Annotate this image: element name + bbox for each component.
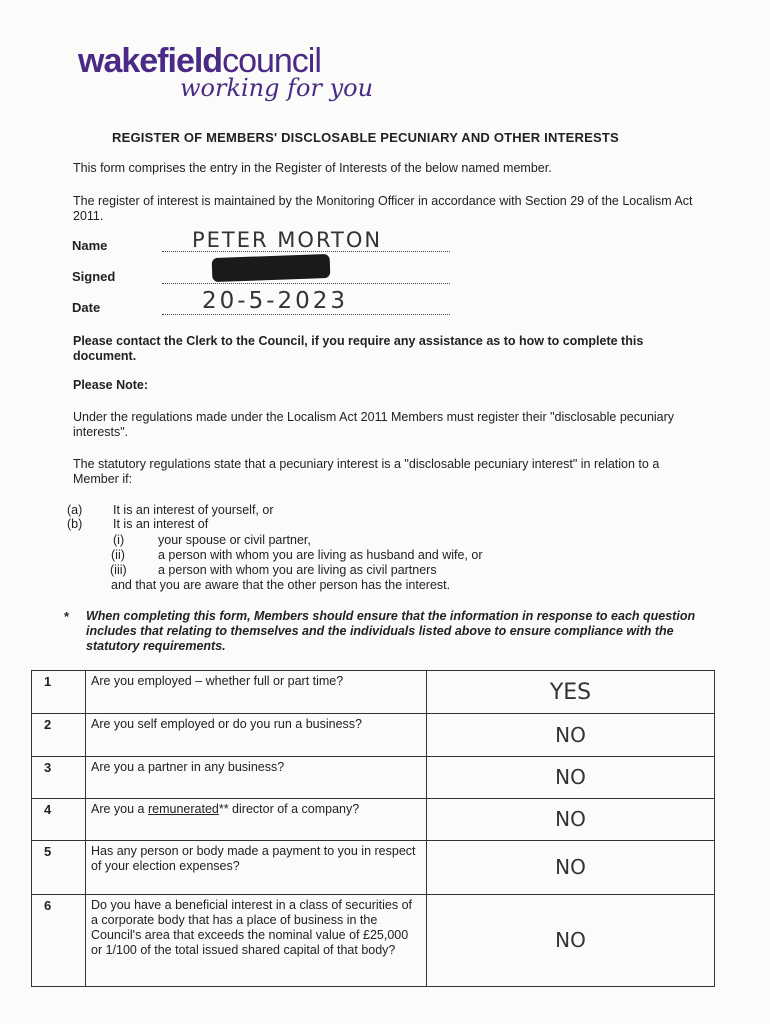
condition-a-text: It is an interest of yourself, or [113, 503, 274, 517]
question-number: 2 [32, 714, 86, 757]
question-text: Are you self employed or do you run a business? [86, 714, 427, 757]
statutory-text: The statutory regulations state that a pecuniary interest is a "disclosable pecuniary interest" in relation to a Member if: [73, 457, 660, 486]
question-number: 3 [32, 757, 86, 799]
register-note: The register of interest is maintained by the Monitoring Officer in accordance with Section 29 of the Localism Act 2011. [73, 194, 693, 223]
name-value: PETER MORTON [192, 228, 383, 252]
table-row [32, 714, 715, 757]
logo-rest: council [222, 42, 321, 80]
remunerated-term: remunerated [147, 802, 219, 816]
date-label: Date [72, 300, 101, 315]
name-label: Name [72, 238, 108, 253]
question-number: 4 [32, 799, 86, 841]
table-row [32, 799, 715, 841]
question-text [86, 799, 427, 841]
question-answer: NO [427, 799, 715, 841]
completion-note: When completing this form, Members should ensure that the information in response to each question includes that relating to themselves and the individuals listed above to ensure compliance with the statutory requirements. [86, 609, 696, 653]
condition-i-marker: (i) [113, 533, 125, 547]
redacted-signature [212, 254, 331, 282]
page-title: REGISTER OF MEMBERS' DISCLOSABLE PECUNIARY AND OTHER INTERESTS [112, 130, 619, 145]
condition-b-marker: (b) [67, 517, 83, 531]
question-number: 6 [32, 895, 86, 987]
question-text: Has any person or body made a payment to you in respect of your election expenses? [86, 841, 427, 895]
question-text-after: ** director of a company? [218, 802, 360, 816]
question-answer: NO [427, 757, 715, 799]
condition-a-marker: (a) [67, 503, 83, 517]
question-text: Are you a partner in any business? [86, 757, 427, 799]
question-answer: YES [427, 671, 715, 714]
condition-iii-marker: (iii) [110, 563, 127, 577]
table-row [32, 841, 715, 895]
question-text-before: Are you a [91, 802, 148, 816]
signed-line [162, 282, 450, 284]
please-note-heading: Please Note: [73, 378, 149, 392]
regulations-text: Under the regulations made under the Localism Act 2011 Members must register their "disclosable pecuniary interests". [73, 410, 675, 439]
table-row [32, 671, 715, 714]
logo-brand: wakefield [78, 42, 223, 80]
signed-label: Signed [72, 269, 116, 284]
question-answer: NO [427, 714, 715, 757]
question-number: 1 [32, 671, 86, 714]
note-star: * [64, 609, 70, 624]
condition-ii-marker: (ii) [111, 548, 125, 562]
contact-text: Please contact the Clerk to the Council, if you require any assistance as to how to complete this document. [73, 334, 644, 363]
table-row [32, 895, 715, 987]
question-text: Are you employed – whether full or part time? [86, 671, 427, 714]
question-answer: NO [427, 841, 715, 895]
condition-ii-text: a person with whom you are living as husband and wife, or [158, 548, 483, 562]
date-value: 20-5-2023 [202, 288, 349, 314]
logo-tagline: working for you [180, 74, 374, 102]
intro-text: This form comprises the entry in the Register of Interests of the below named member. [73, 161, 552, 175]
questions-table [31, 670, 715, 987]
condition-i-text: your spouse or civil partner, [158, 533, 311, 547]
question-text: Do you have a beneficial interest in a class of securities of a corporate body that has a place of business in the Council's area that exceeds the nominal value of £25,000 or 1/100 of the total issued shared capital of that body? [86, 895, 427, 987]
condition-closing: and that you are aware that the other person has the interest. [111, 578, 451, 592]
condition-b-text: It is an interest of [113, 517, 209, 531]
condition-iii-text: a person with whom you are living as civil partners [158, 563, 437, 577]
table-row [32, 757, 715, 799]
question-answer: NO [427, 895, 715, 987]
question-number: 5 [32, 841, 86, 895]
